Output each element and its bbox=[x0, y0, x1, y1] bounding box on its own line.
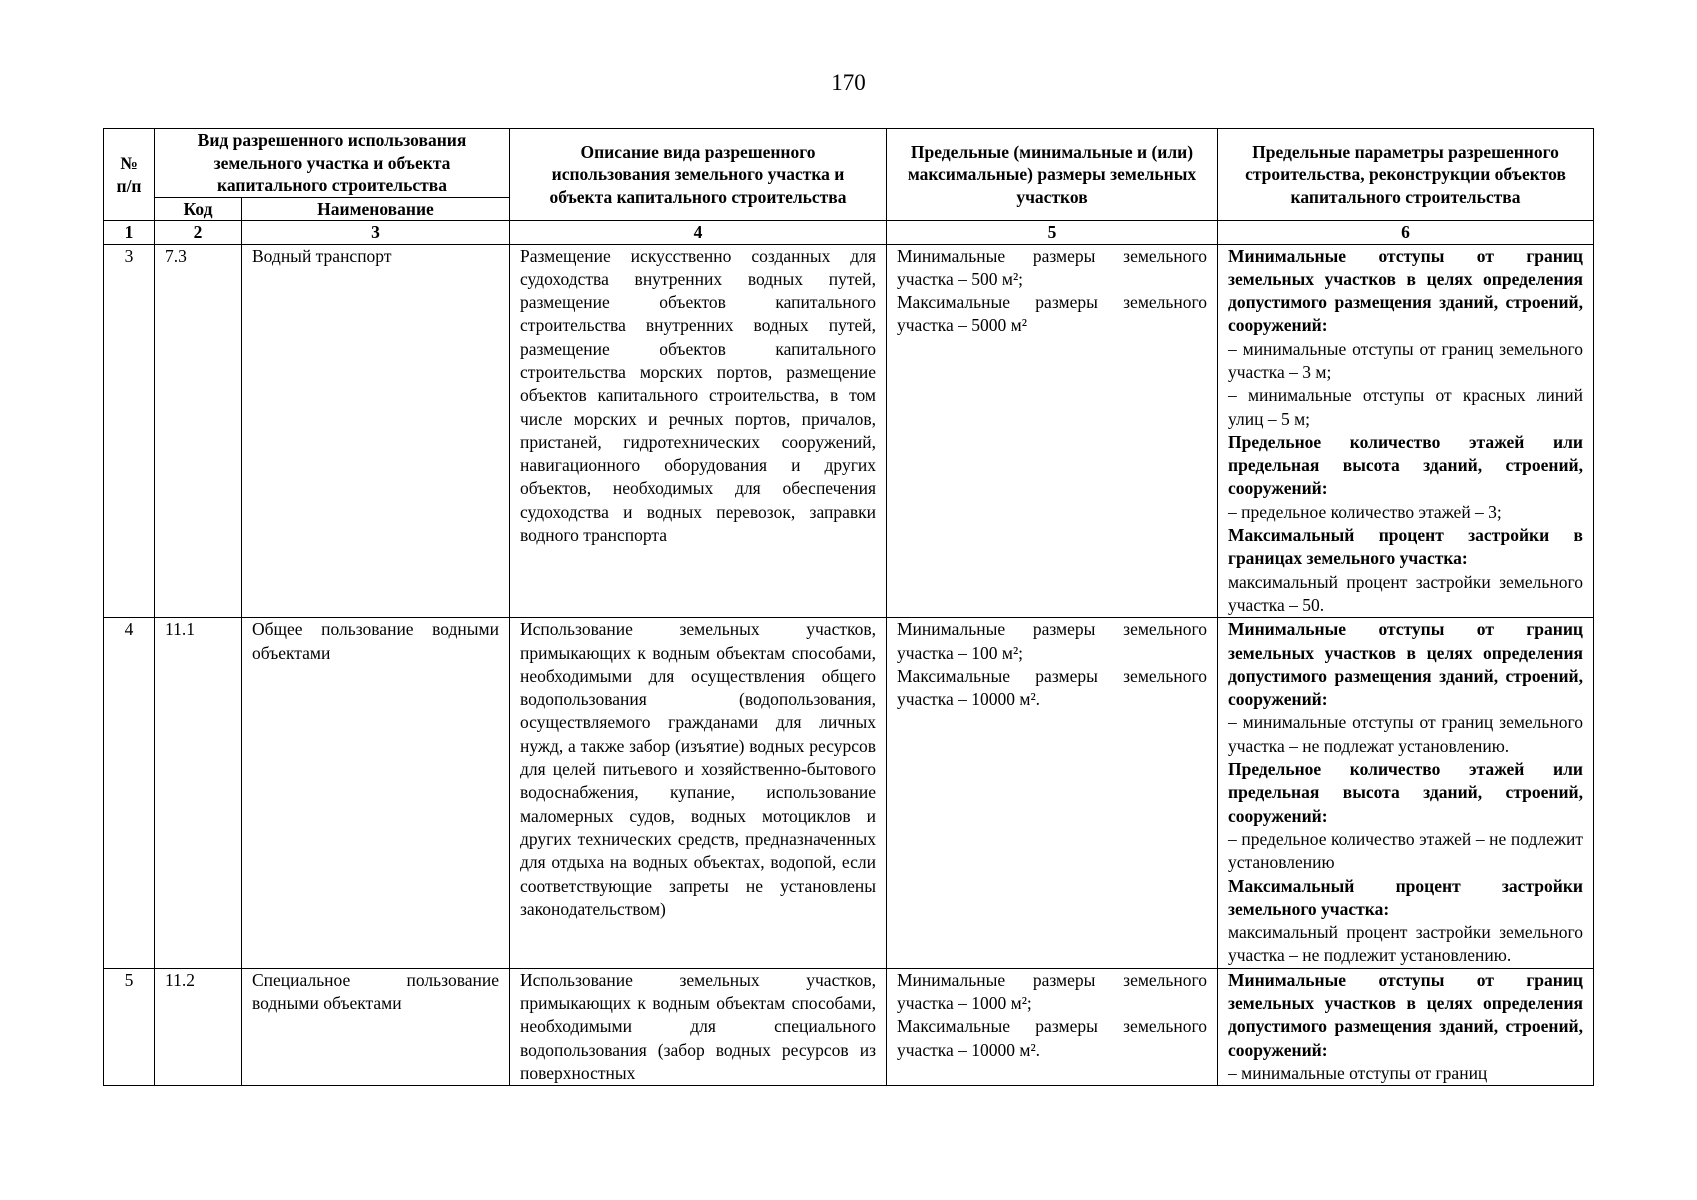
header-size-limits: Предельные (минимальные и (или) максимальные) размеры земельных участков bbox=[887, 129, 1218, 221]
row-name: Водный транспорт bbox=[242, 244, 510, 618]
row-description: Использование земельных участков, примыкающих к водным объектам способами, необходимыми для осуществления общего водопользования (водопользования, осуществляемого гражданами для личных нужд, а также забор (изъятие) водных ресурсов для целей питьевого и хозяйственно-бытового водоснабжения, купание, использование маломерных судов, водных мотоциклов и других технических средств, предназначенных для отдыха на водных объектах, водопой, если соответствующие запреты не установлены законодательством) bbox=[510, 618, 887, 968]
table-row bbox=[104, 968, 1594, 1085]
header-code: Код bbox=[155, 197, 242, 221]
param-item: – минимальные отступы от границ bbox=[1228, 1062, 1488, 1083]
row-number: 5 bbox=[104, 968, 155, 1085]
param-heading: Минимальные отступы от границ земельных участков в целях определения допустимого размещения зданий, строений, сооружений: bbox=[1228, 245, 1583, 336]
header-kind-group: Вид разрешенного использования земельного участка и объекта капитального строительства bbox=[155, 129, 510, 198]
size-max: Максимальные размеры земельного участка – 10000 м². bbox=[897, 1016, 1207, 1060]
row-sizes bbox=[887, 618, 1218, 968]
column-number: 6 bbox=[1218, 221, 1594, 245]
size-min: Минимальные размеры земельного участка – 1000 м²; bbox=[897, 969, 1207, 1013]
column-number: 1 bbox=[104, 221, 155, 245]
param-heading: Минимальные отступы от границ земельных участков в целях определения допустимого размещения зданий, строений, сооружений: bbox=[1228, 619, 1583, 710]
param-item: – минимальные отступы от границ земельного участка – не подлежат установлению. bbox=[1228, 712, 1583, 756]
table-row bbox=[104, 618, 1594, 968]
row-sizes bbox=[887, 244, 1218, 618]
row-description: Размещение искусственно созданных для судоходства внутренних водных путей, размещение объектов капитального строительства внутренних водных путей, размещение объектов капитального строительства морских портов, размещение объектов капитального строительства, в том числе морских и речных портов, причалов, пристаней, гидротехнических сооружений, навигационного оборудования и других объектов, необходимых для обеспечения судоходства и водных перевозок, заправки водного транспорта bbox=[510, 244, 887, 618]
param-item: максимальный процент застройки земельного участка – не подлежит установлению. bbox=[1228, 922, 1583, 966]
column-number: 2 bbox=[155, 221, 242, 245]
row-params bbox=[1218, 968, 1594, 1085]
row-code: 7.3 bbox=[155, 244, 242, 618]
header-num: № п/п bbox=[104, 129, 155, 221]
column-number: 3 bbox=[242, 221, 510, 245]
row-code: 11.1 bbox=[155, 618, 242, 968]
row-name: Специальное пользование водными объектами bbox=[242, 968, 510, 1085]
param-item: – минимальные отступы от красных линий улиц – 5 м; bbox=[1228, 385, 1583, 429]
regulations-table bbox=[103, 128, 1594, 1086]
page-number: 170 bbox=[831, 70, 866, 95]
size-max: Максимальные размеры земельного участка – 5000 м² bbox=[897, 292, 1207, 336]
param-item: – предельное количество этажей – не подлежит установлению bbox=[1228, 828, 1583, 873]
row-params bbox=[1218, 244, 1594, 618]
size-min: Минимальные размеры земельного участка – 500 м²; bbox=[897, 245, 1207, 289]
param-item: максимальный процент застройки земельного участка – 50. bbox=[1228, 571, 1583, 615]
row-name: Общее пользование водными объектами bbox=[242, 618, 510, 968]
header-row bbox=[104, 129, 1594, 198]
header-name: Наименование bbox=[242, 197, 510, 221]
row-params bbox=[1218, 618, 1594, 968]
size-max: Максимальные размеры земельного участка – 10000 м². bbox=[897, 665, 1207, 710]
param-heading: Максимальный процент застройки земельного участка: bbox=[1228, 875, 1583, 919]
header-description: Описание вида разрешенного использования земельного участка и объекта капитального строительства bbox=[510, 129, 887, 221]
size-min: Минимальные размеры земельного участка – 100 м²; bbox=[897, 619, 1207, 663]
table-row bbox=[104, 244, 1594, 618]
column-number: 4 bbox=[510, 221, 887, 245]
row-number: 4 bbox=[104, 618, 155, 968]
param-heading: Предельное количество этажей или предельная высота зданий, строений, сооружений: bbox=[1228, 759, 1583, 826]
row-sizes bbox=[887, 968, 1218, 1085]
column-number-row bbox=[104, 221, 1594, 245]
param-heading: Минимальные отступы от границ земельных участков в целях определения допустимого размещения зданий, строений, сооружений: bbox=[1228, 969, 1583, 1060]
param-item: – предельное количество этажей – 3; bbox=[1228, 501, 1502, 522]
param-heading: Максимальный процент застройки в границах земельного участка: bbox=[1228, 525, 1583, 569]
param-item: – минимальные отступы от границ земельного участка – 3 м; bbox=[1228, 338, 1583, 382]
param-heading: Предельное количество этажей или предельная высота зданий, строений, сооружений: bbox=[1228, 431, 1583, 499]
column-number: 5 bbox=[887, 221, 1218, 245]
row-description: Использование земельных участков, примыкающих к водным объектам способами, необходимыми для специального водопользования (забор водных ресурсов из поверхностных bbox=[510, 968, 887, 1085]
row-number: 3 bbox=[104, 244, 155, 618]
header-build-limits: Предельные параметры разрешенного строительства, реконструкции объектов капитального строительства bbox=[1218, 129, 1594, 221]
row-code: 11.2 bbox=[155, 968, 242, 1085]
